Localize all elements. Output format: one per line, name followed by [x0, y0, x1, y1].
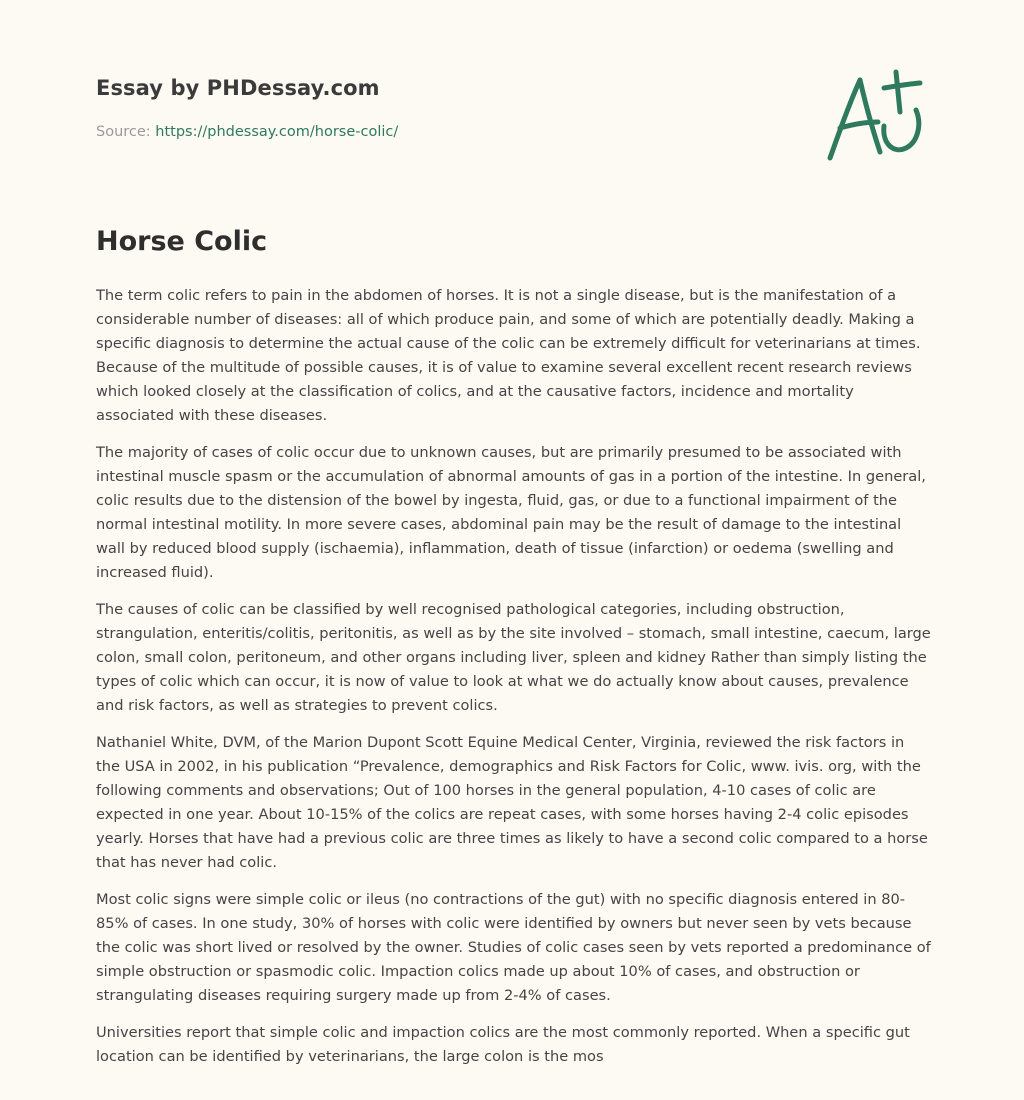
site-brand: Essay by PHDessay.com — [96, 76, 380, 100]
paragraph: The causes of colic can be classified by well recognised pathological categories, including obstruction, strangulation, enteritis/colitis, peritonitis, as well as by the site involved – stomach, small intestine, caecum, large colon, small colon, peritoneum, and other organs including liver, spleen and kidney Rather than simply listing the types of colic which can occur, it is now of value to look at what we do actually know about causes, prevalence and risk factors, as well as strategies to prevent colics. — [96, 601, 931, 714]
paragraph: Most colic signs were simple colic or ileus (no contractions of the gut) with no specific diagnosis entered in 80-85% of cases. In one study, 30% of horses with colic were identified by owners but never seen by vets because the colic was short lived or resolved by the owner. Studies of colic cases seen by vets reported a predominance of simple obstruction or spasmodic colic. Impaction colics made up about 10% of cases, and obstruction or strangulating diseases requiring surgery made up from 2-4% of cases. — [96, 891, 931, 1004]
paragraph: The majority of cases of colic occur due to unknown causes, but are primarily presumed to be associated with intestinal muscle spasm or the accumulation of abnormal amounts of gas in a portion of the intestine. In general, colic results due to the distension of the bowel by ingesta, fluid, gas, or due to a functional impairment of the normal intestinal motility. In more severe cases, abdominal pain may be the result of damage to the intestinal wall by reduced blood supply (ischaemia), inflammation, death of tissue (infarction) or oedema (swelling and increased fluid). — [96, 444, 926, 581]
a-plus-grade-icon — [820, 66, 928, 166]
source-label: Source: — [96, 124, 151, 140]
article-body — [96, 284, 932, 1082]
article-title: Horse Colic — [96, 226, 268, 257]
source-link[interactable]: https://phdessay.com/horse-colic/ — [155, 124, 399, 140]
source-line — [96, 124, 398, 140]
paragraph: Nathaniel White, DVM, of the Marion Dupont Scott Equine Medical Center, Virginia, reviewed the risk factors in the USA in 2002, in his publication “Prevalence, demographics and Risk Factors for Colic, www. ivis. org, with the following comments and observations; Out of 100 horses in the general population, 4-10 cases of colic are expected in one year. About 10-15% of the colics are repeat cases, with some horses having 2-4 colic episodes yearly. Horses that have had a previous colic are three times as likely to have a second colic compared to a horse that has never had colic. — [96, 734, 928, 871]
paragraph: Universities report that simple colic and impaction colics are the most commonly reported. When a specific gut location can be identified by veterinarians, the large colon is the mos — [96, 1024, 910, 1065]
paragraph: The term colic refers to pain in the abdomen of horses. It is not a single disease, but is the manifestation of a considerable number of diseases: all of which produce pain, and some of which are potentially deadly. Making a specific diagnosis to determine the actual cause of the colic can be extremely difficult for veterinarians at times. Because of the multitude of possible causes, it is of value to examine several excellent recent research reviews which looked closely at the classification of colics, and at the causative factors, incidence and mortality associated with these diseases. — [96, 287, 921, 424]
